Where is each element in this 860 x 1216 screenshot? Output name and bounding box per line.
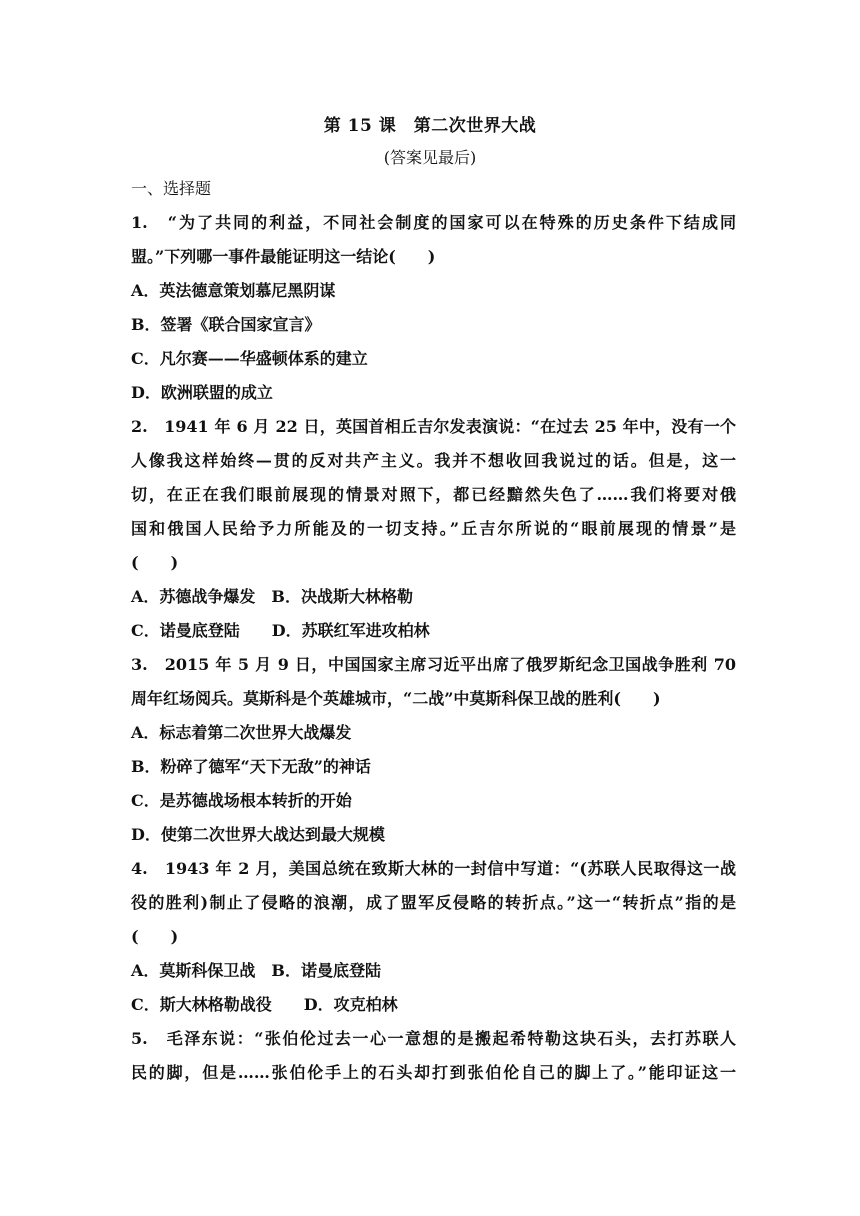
question-3-option-c: C．是苏德战场根本转折的开始 xyxy=(131,791,352,810)
question-3-line-2: 周年红场阅兵。莫斯科是个英雄城市，“二战”中莫斯科保卫战的胜利( ) xyxy=(131,689,661,708)
question-2-line-3: 切，在正在我们眼前展现的情景对照下，都已经黯然失色了……我们将要对俄 xyxy=(131,485,736,504)
question-5-line-1: 5. 毛泽东说：“张伯伦过去一心一意想的是搬起希特勒这块石头，去打苏联人 xyxy=(131,1029,736,1048)
page-subtitle: (答案见最后) xyxy=(383,148,477,167)
question-4-line-2: 役的胜利)制止了侵略的浪潮，成了盟军反侵略的转折点。”这一“转折点”指的是 xyxy=(131,893,736,912)
question-4-options-cd: C．斯大林格勒战役 D．攻克柏林 xyxy=(131,995,398,1014)
question-3-option-a: A．标志着第二次世界大战爆发 xyxy=(131,723,352,742)
question-2-line-1: 2. 1941 年 6 月 22 日，英国首相丘吉尔发表演说：“在过去 25 年中，没有一个 xyxy=(131,417,736,436)
question-5-line-2: 民的脚，但是……张伯伦手上的石头却打到张伯伦自己的脚上了。”能印证这一 xyxy=(131,1063,736,1082)
question-4-line-1: 4. 1943 年 2 月，美国总统在致斯大林的一封信中写道：“(苏联人民取得这一战 xyxy=(131,859,736,878)
question-1-option-a: A．英法德意策划慕尼黑阴谋 xyxy=(131,281,336,300)
question-2-line-5: ( ) xyxy=(131,553,179,572)
question-4-line-3: ( ) xyxy=(131,927,179,946)
question-2-line-4: 国和俄国人民给予力所能及的一切支持。”丘吉尔所说的“眼前展现的情景”是 xyxy=(131,519,736,538)
question-1-option-b: B．签署《联合国家宣言》 xyxy=(131,315,321,334)
question-2-options-cd: C．诺曼底登陆 D．苏联红军进攻柏林 xyxy=(131,621,430,640)
question-4-options-ab: A．莫斯科保卫战 B．诺曼底登陆 xyxy=(131,961,381,980)
question-3-option-d: D．使第二次世界大战达到最大规模 xyxy=(131,825,385,844)
question-2-line-2: 人像我这样始终—贯的反对共产主义。我并不想收回我说过的话。但是，这一 xyxy=(131,451,736,470)
question-1-option-c: C．凡尔赛——华盛顿体系的建立 xyxy=(131,349,368,368)
section-heading: 一、选择题 xyxy=(131,179,212,198)
question-1-line-1: 1. “为了共同的利益，不同社会制度的国家可以在特殊的历史条件下结成同 xyxy=(131,213,736,232)
question-2-options-ab: A．苏德战争爆发 B．决战斯大林格勒 xyxy=(131,587,413,606)
question-1-line-2: 盟。”下列哪一事件最能证明这一结论( ) xyxy=(131,247,436,266)
question-3-line-1: 3. 2015 年 5 月 9 日，中国国家主席习近平出席了俄罗斯纪念卫国战争胜利 70 xyxy=(131,655,736,674)
question-1-option-d: D．欧洲联盟的成立 xyxy=(131,383,273,402)
question-3-option-b: B．粉碎了德军“天下无敌”的神话 xyxy=(131,757,371,776)
page-title: 第 15 课 第二次世界大战 xyxy=(323,116,537,136)
